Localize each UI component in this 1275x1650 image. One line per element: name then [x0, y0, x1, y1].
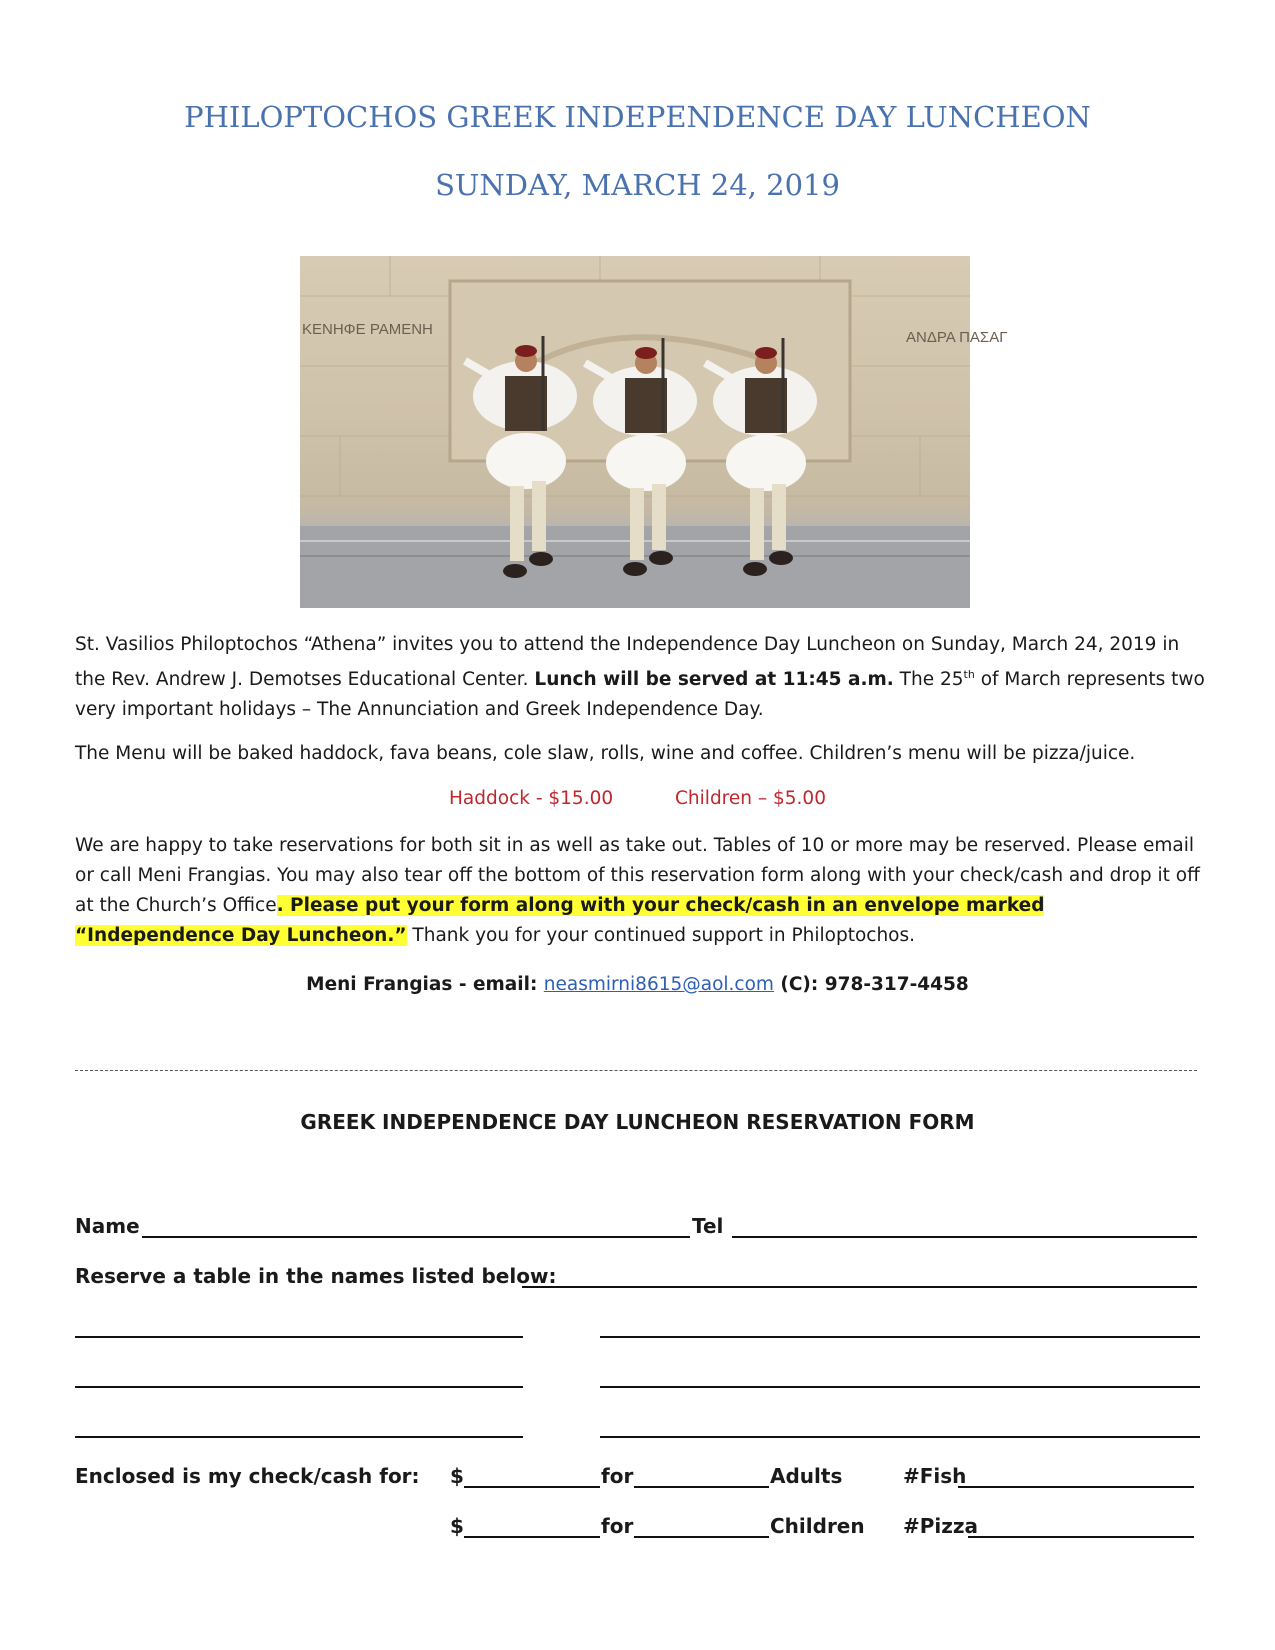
- name-label: Name: [75, 1214, 140, 1238]
- for-label: for: [601, 1514, 634, 1538]
- menu-paragraph: The Menu will be baked haddock, fava beans, cole slaw, rolls, wine and coffee. Children’s menu will be pizza/juice.: [75, 743, 1136, 764]
- evzones-photo: [300, 256, 1008, 608]
- fish-count-field[interactable]: [958, 1486, 1194, 1488]
- guest-name-field[interactable]: [600, 1386, 1200, 1388]
- children-amount-field[interactable]: [464, 1536, 600, 1538]
- guest-name-field[interactable]: [75, 1336, 523, 1338]
- pizza-count-field[interactable]: [968, 1536, 1194, 1538]
- highlighted-instruction: . Please put your form along with your check/cash in an envelope marked “Independence Day Luncheon.”: [75, 895, 1045, 946]
- event-date: SUNDAY, MARCH 24, 2019: [435, 168, 840, 202]
- price-haddock: Haddock - $15.00: [449, 788, 614, 809]
- reserve-names-field[interactable]: [522, 1286, 1197, 1288]
- for-label: for: [601, 1464, 634, 1488]
- pizza-label: #Pizza: [903, 1514, 979, 1538]
- children-label: Children: [770, 1514, 865, 1538]
- form-title: GREEK INDEPENDENCE DAY LUNCHEON RESERVATION FORM: [300, 1110, 975, 1134]
- enclosed-label: Enclosed is my check/cash for:: [75, 1464, 420, 1488]
- guest-name-field[interactable]: [600, 1436, 1200, 1438]
- lunch-time: Lunch will be served at 11:45 a.m.: [534, 669, 894, 691]
- adults-amount-field[interactable]: [464, 1486, 600, 1488]
- contact-line: Meni Frangias - email: neasmirni8615@aol.com (C): 978-317-4458: [306, 974, 969, 995]
- price-children: Children – $5.00: [675, 788, 826, 809]
- children-count-field[interactable]: [634, 1536, 769, 1538]
- reserve-label: Reserve a table in the names listed below:: [75, 1264, 557, 1288]
- guest-name-field[interactable]: [75, 1436, 523, 1438]
- email-link[interactable]: neasmirni8615@aol.com: [543, 974, 774, 995]
- inscription-right: ΑΝΔΡΑ ΠΑΣΑΓ: [906, 329, 1008, 346]
- name-field[interactable]: [142, 1236, 690, 1238]
- adults-count-field[interactable]: [634, 1486, 769, 1488]
- inscription-left: ΚΕΝΗΦΕ ΡΑΜΕΝΗ: [302, 321, 433, 338]
- reservation-paragraph: We are happy to take reservations for both sit in as well as take out. Tables of 10 or more may be reserved. Please email or call Meni Frangias. You may also tear off the bottom of this reservation form along with your check/cash and drop it off at the Church’s Office. Please put your form along with your check/cash in an envelope marked “Independence Day Luncheon.” Thank you for your continued support in Philoptochos.: [75, 835, 1200, 946]
- intro-paragraph: St. Vasilios Philoptochos “Athena” invites you to attend the Independence Day Luncheon on Sunday, March 24, 2019 in the Rev. Andrew J. Demotses Educational Center. Lunch will be served at 11:45 a.m. The 25th of March represents two very important holidays – The Annunciation and Greek Independence Day.: [75, 634, 1205, 721]
- tear-off-line: [75, 1070, 1197, 1071]
- adults-label: Adults: [770, 1464, 843, 1488]
- page-title: PHILOPTOCHOS GREEK INDEPENDENCE DAY LUNCHEON: [184, 100, 1091, 134]
- dollar-sign: $: [450, 1514, 464, 1538]
- price-list: [0, 784, 1275, 814]
- dollar-sign: $: [450, 1464, 464, 1488]
- guest-name-field[interactable]: [75, 1386, 523, 1388]
- tel-label: Tel: [692, 1214, 724, 1238]
- fish-label: #Fish: [903, 1464, 967, 1488]
- guest-name-field[interactable]: [600, 1336, 1200, 1338]
- tel-field[interactable]: [732, 1236, 1197, 1238]
